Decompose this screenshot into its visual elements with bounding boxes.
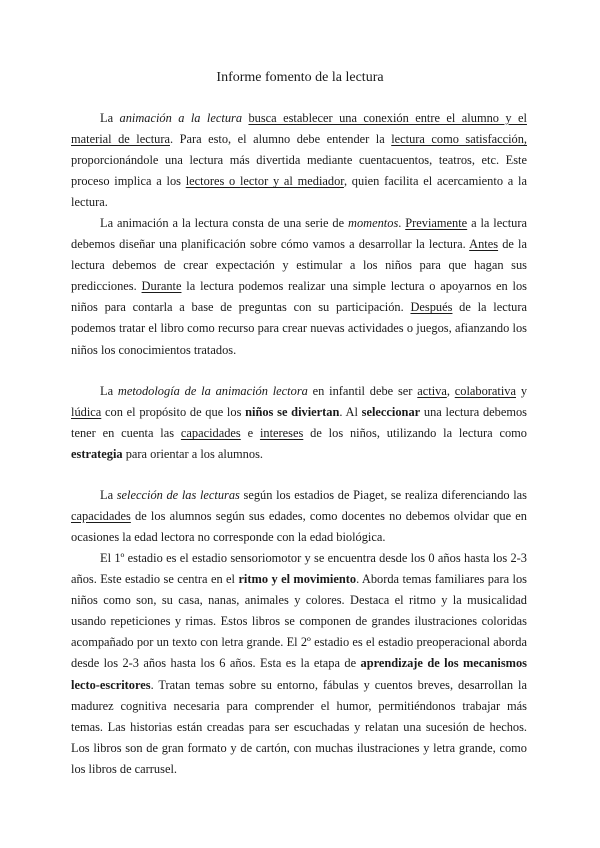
paragraph-stages <box>71 548 527 780</box>
text-run: de los niños, utilizando la lectura como <box>303 426 527 441</box>
underlined-term: intereses <box>259 426 304 441</box>
text-run: según los estadios de Piaget, se realiza diferenciando las <box>239 488 528 502</box>
italic-term: metodología de la animación lectora <box>117 384 308 398</box>
underlined-term: Previamente <box>405 216 468 230</box>
paragraph-animation <box>71 108 527 213</box>
text-run: la lectura podemos realizar una simple lectura o apoyarnos en los niños para contarla a base de preguntas con su participación. <box>71 279 527 315</box>
text-run: La <box>100 111 120 125</box>
italic-term: momentos <box>348 216 399 230</box>
text-run: e <box>240 426 260 441</box>
text-run: , quien facilita el acercamiento a la lectura. <box>71 174 527 210</box>
underlined-term: Después <box>410 300 453 315</box>
text-run: de la lectura podemos tratar el libro como recurso para crear nuevas actividades o juegos, afianzando los niños los conocimientos tratados. <box>71 300 527 357</box>
underlined-term: Antes <box>469 237 499 252</box>
underlined-term: capacidades <box>71 509 131 524</box>
text-run: en infantil debe ser <box>307 384 418 398</box>
paragraph-moments <box>71 213 527 361</box>
bold-term: seleccionar <box>361 405 421 420</box>
text-run: La animación a la lectura consta de una serie de <box>100 216 349 230</box>
document-title: Informe fomento de la lectura <box>216 70 384 85</box>
italic-term: animación a la lectura <box>119 111 243 125</box>
text-run: de la lectura debemos de crear expectación y estimular a los niños para que hagan sus predicciones. <box>71 237 527 294</box>
bold-term: ritmo y el movimiento <box>238 572 357 587</box>
underlined-phrase: lectura como satisfacción, <box>391 132 528 147</box>
bold-term: estrategia <box>71 447 123 462</box>
bold-term: aprendizaje de los mecanismos lecto-escritores <box>71 656 527 692</box>
text-run: . Para esto, el alumno debe entender la <box>169 132 392 147</box>
text-run: . Al <box>339 405 362 420</box>
text-run: . Tratan temas sobre su entorno, fábulas y cuentos breves, desarrollan la madurez cognitiva necesaria para comprender el humor, permitiéndonos trabajar más temas. Las historias están creadas para ser escuchadas y relatan una sucesión de hechos. Los libros son de gran formato y de cartón, con muchas ilustraciones y letra grande, como los libros de carrusel. <box>71 677 527 776</box>
text-run: a la lectura debemos diseñar una planificación sobre cómo vamos a desarrollar la lectura. <box>71 216 527 252</box>
underlined-term: activa <box>417 384 447 398</box>
underlined-term: lúdica <box>71 405 102 420</box>
text-run: , <box>446 384 455 398</box>
underlined-term: Durante <box>141 279 182 294</box>
underlined-phrase: busca establecer una conexión entre el alumno y el material de lectura <box>71 111 527 147</box>
text-run: El 1º estadio es el estadio sensoriomotor y se encuentra desde los 0 años hasta los 2-3 años. Este estadio se centra en el <box>71 551 527 587</box>
underlined-term: colaborativa <box>454 384 516 398</box>
text-run: . Aborda temas familiares para los niños como son, su casa, nanas, animales y colores. Destaca el ritmo y la musicalidad usando repeticiones y rimas. Estos libros se componen de grandes ilustraciones coloridas acompañado por un texto con letra grande. El 2º estadio es el estadio preoperacional aborda desde los 2-3 años hasta los 6 años. Esta es la etapa de <box>71 572 527 671</box>
bold-term: niños se diviertan <box>245 405 340 420</box>
text-run: para orientar a los alumnos. <box>122 447 263 462</box>
text-run: una lectura debemos tener en cuenta las <box>71 405 528 441</box>
text-run: La <box>100 488 117 502</box>
text-run: . <box>398 216 406 230</box>
text-run: La <box>100 384 118 398</box>
italic-term: selección de las lecturas <box>116 488 240 502</box>
text-run: proporcionándole una lectura más divertida mediante cuentacuentos, teatros, etc. Este proceso implica a los <box>71 153 527 189</box>
paragraph-methodology <box>71 381 527 465</box>
text-run: de los alumnos según sus edades, como docentes no debemos olvidar que en ocasiones la edad lectora no corresponde con la edad biológica. <box>71 509 527 545</box>
underlined-phrase: lectores o lector y al mediador <box>185 174 344 189</box>
underlined-term: capacidades <box>180 426 241 441</box>
paragraph-selection <box>71 485 527 548</box>
text-run: con el propósito de que los <box>101 405 246 420</box>
text-run: y <box>516 384 528 398</box>
